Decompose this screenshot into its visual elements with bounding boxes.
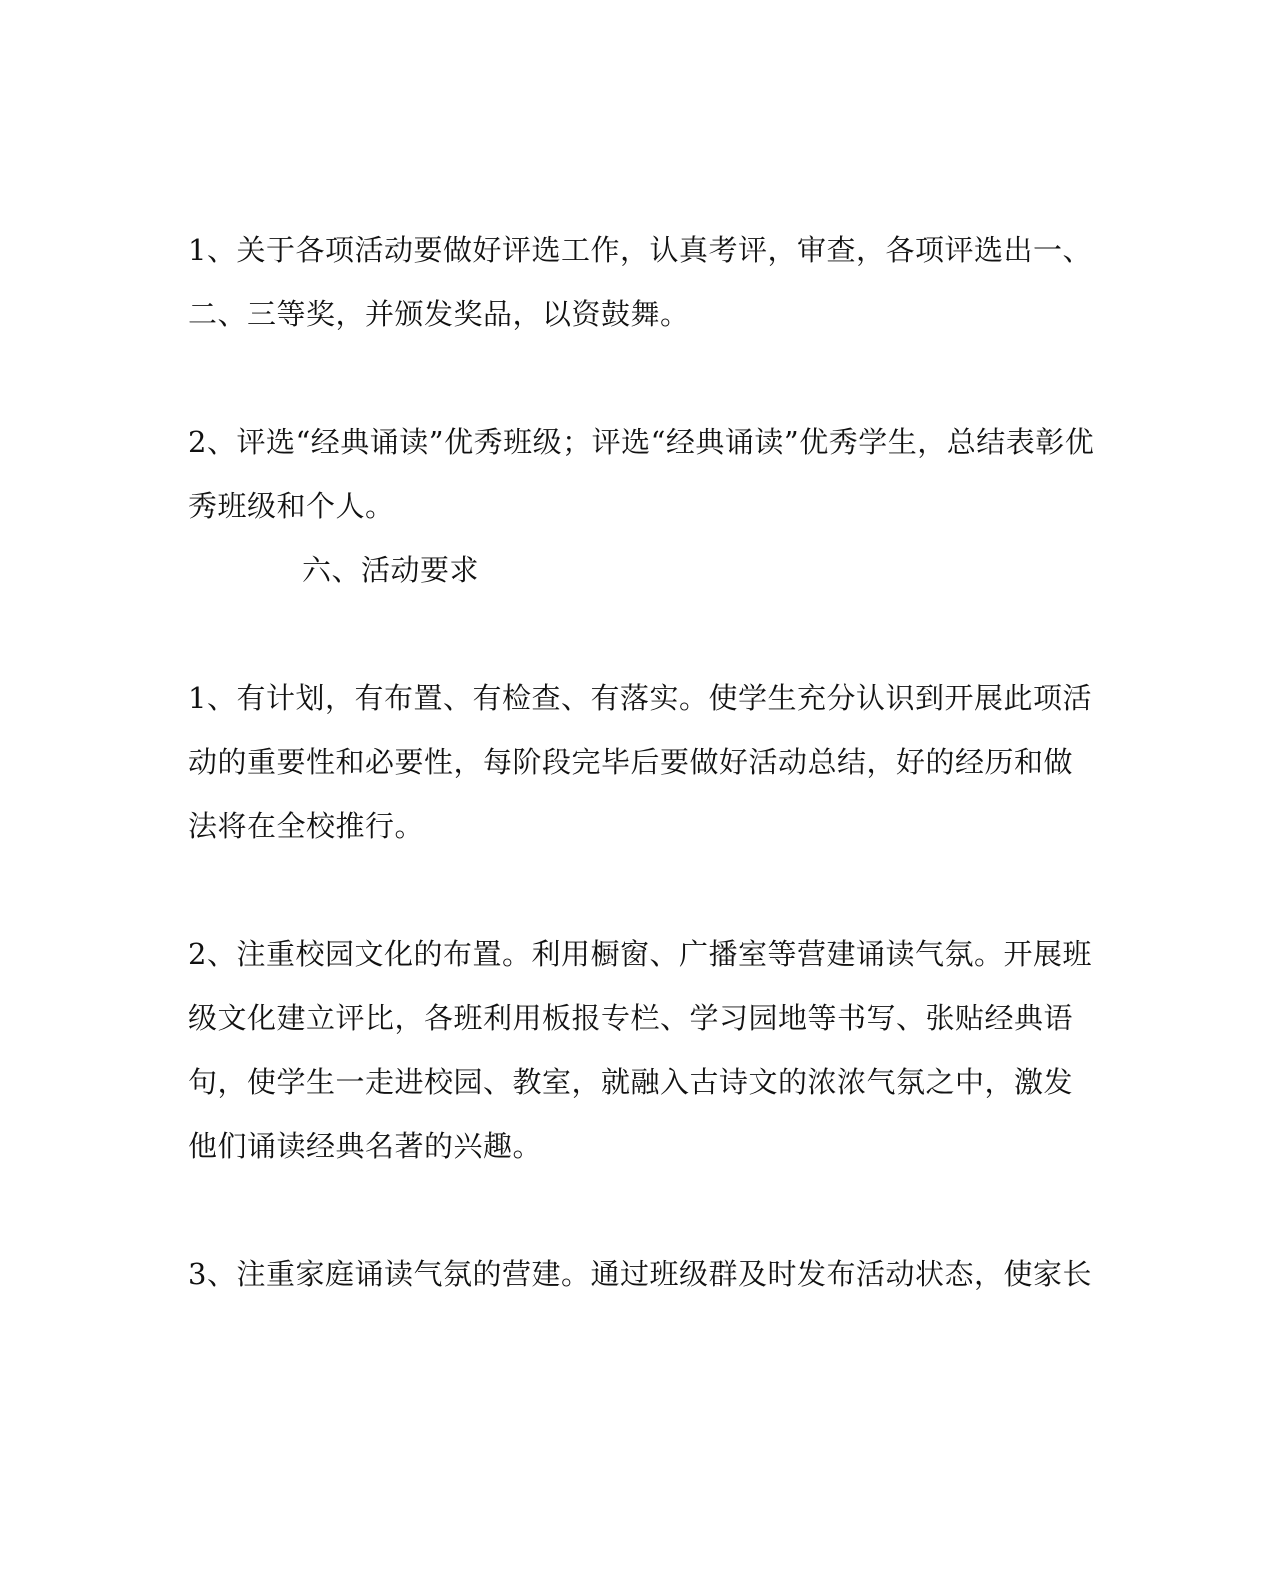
paragraph-line: 秀班级和个人。 (188, 489, 395, 523)
paragraph-line: 3、注重家庭诵读气氛的营建。通过班级群及时发布活动状态，使家长 (188, 1257, 1092, 1291)
paragraph-line: 句，使学生一走进校园、教室，就融入古诗文的浓浓气氛之中，激发 (188, 1065, 1074, 1099)
paragraph-line: 他们诵读经典名著的兴趣。 (188, 1129, 543, 1163)
paragraph-line: 2、注重校园文化的布置。利用橱窗、广播室等营建诵读气氛。开展班 (188, 937, 1092, 971)
section-heading: 六、活动要求 (302, 553, 480, 587)
paragraph-line: 1、有计划，有布置、有检查、有落实。使学生充分认识到开展此项活 (188, 681, 1092, 715)
paragraph-line: 动的重要性和必要性，每阶段完毕后要做好活动总结，好的经历和做 (188, 745, 1074, 779)
paragraph-line: 级文化建立评比，各班利用板报专栏、学习园地等书写、张贴经典语 (188, 1001, 1074, 1035)
paragraph-line: 1、关于各项活动要做好评选工作，认真考评，审查，各项评选出一、 (188, 233, 1092, 267)
paragraph-line: 二、三等奖，并颁发奖品，以资鼓舞。 (188, 297, 690, 331)
paragraph-line: 2、评选“经典诵读”优秀班级；评选“经典诵读”优秀学生，总结表彰优 (188, 425, 1095, 459)
paragraph-line: 法将在全校推行。 (188, 809, 425, 843)
